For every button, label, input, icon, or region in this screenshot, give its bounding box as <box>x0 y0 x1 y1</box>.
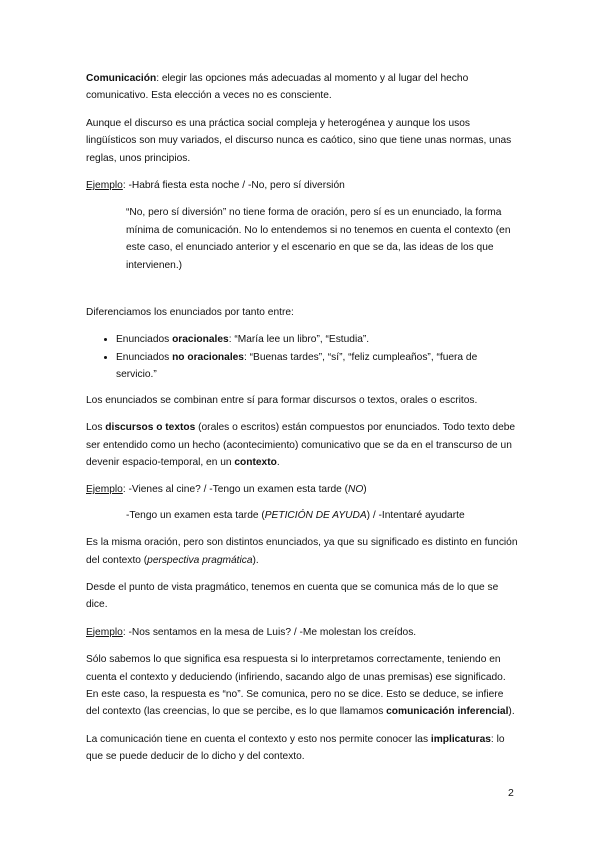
page-number: 2 <box>508 787 514 799</box>
paragraph-implicaturas: La comunicación tiene en cuenta el contexto y esto nos permite conocer las implicaturas: lo que se puede deducir de lo dicho y del contexto. <box>86 733 505 763</box>
list-item: • Enunciados oracionales: “María lee un libro”, “Estudia”. <box>116 331 518 348</box>
bullet-list <box>86 331 518 383</box>
paragraph-discurso: Aunque el discurso es una práctica social compleja y heterogénea y aunque los usos lingüísticos son muy variados, el discurso nunca es caótico, sino que tiene unas normas, unas reglas, unos principios. <box>86 117 512 164</box>
paragraph-discursos: Los discursos o textos (orales o escritos) están compuestos por enunciados. Todo texto debe ser entendido como un hecho (acontecimiento) comunicativo que se da en el transcurso de un devenir espacio-temporal, en un contexto. <box>86 422 516 468</box>
list-item: • Enunciados no oracionales: “Buenas tardes”, “sí”, “feliz cumpleaños”, “fuera de servicio.” <box>116 349 518 384</box>
example-2: Ejemplo: -Vienes al cine? / -Tengo un examen esta tarde (NO) <box>86 484 367 496</box>
example-1: Ejemplo: -Habrá fiesta esta noche / -No, pero sí diversión <box>86 180 345 192</box>
spacer <box>86 284 518 304</box>
paragraph-comunicacion: Comunicación: elegir las opciones más adecuadas al momento y al lugar del hecho comunicativo. Esta elección a veces no es consciente. <box>86 73 469 102</box>
paragraph-misma-oracion: Es la misma oración, pero son distintos enunciados, ya que su significado es distinto en función del contexto (perspectiva pragmática). <box>86 537 518 566</box>
example-2-continued: -Tengo un examen esta tarde (PETICIÓN DE AYUDA) / -Intentaré ayudarte <box>126 509 465 521</box>
page-content <box>86 70 518 776</box>
example-label: Ejemplo <box>86 484 123 496</box>
example-label: Ejemplo <box>86 626 123 638</box>
example-label: Ejemplo <box>86 180 123 192</box>
paragraph-enunciado: “No, pero sí diversión” no tiene forma de oración, pero sí es un enunciado, la forma mínima de comunicación. No lo entendemos si no tenemos en cuenta el contexto (en este caso, el enunciado anterior y el escenario en que se da, las ideas de los que intervienen.) <box>126 207 511 271</box>
paragraph-pragmatico: Desde el punto de vista pragmático, tenemos en cuenta que se comunica más de lo que se dice. <box>86 581 499 611</box>
term-comunicacion: Comunicación <box>86 73 157 84</box>
paragraph-diferenciamos: Diferenciamos los enunciados por tanto entre: <box>86 307 294 319</box>
example-3: Ejemplo: -Nos sentamos en la mesa de Luis? / -Me molestan los creídos. <box>86 626 417 638</box>
paragraph-solo-sabemos: Sólo sabemos lo que significa esa respuesta si lo interpretamos correctamente, teniendo en cuenta el contexto y deduciendo (infiriendo, sacando algo de unas premisas) ese significado. En este caso, la respuesta es “no”. Se comunica, pero no se dice. Esto se deduce, se infiere del contexto (las creencias, lo que se percibe, es lo que llamamos comunicación inferencial). <box>86 654 515 718</box>
paragraph-combinan: Los enunciados se combinan entre sí para formar discursos o textos, orales o escritos. <box>86 394 478 406</box>
